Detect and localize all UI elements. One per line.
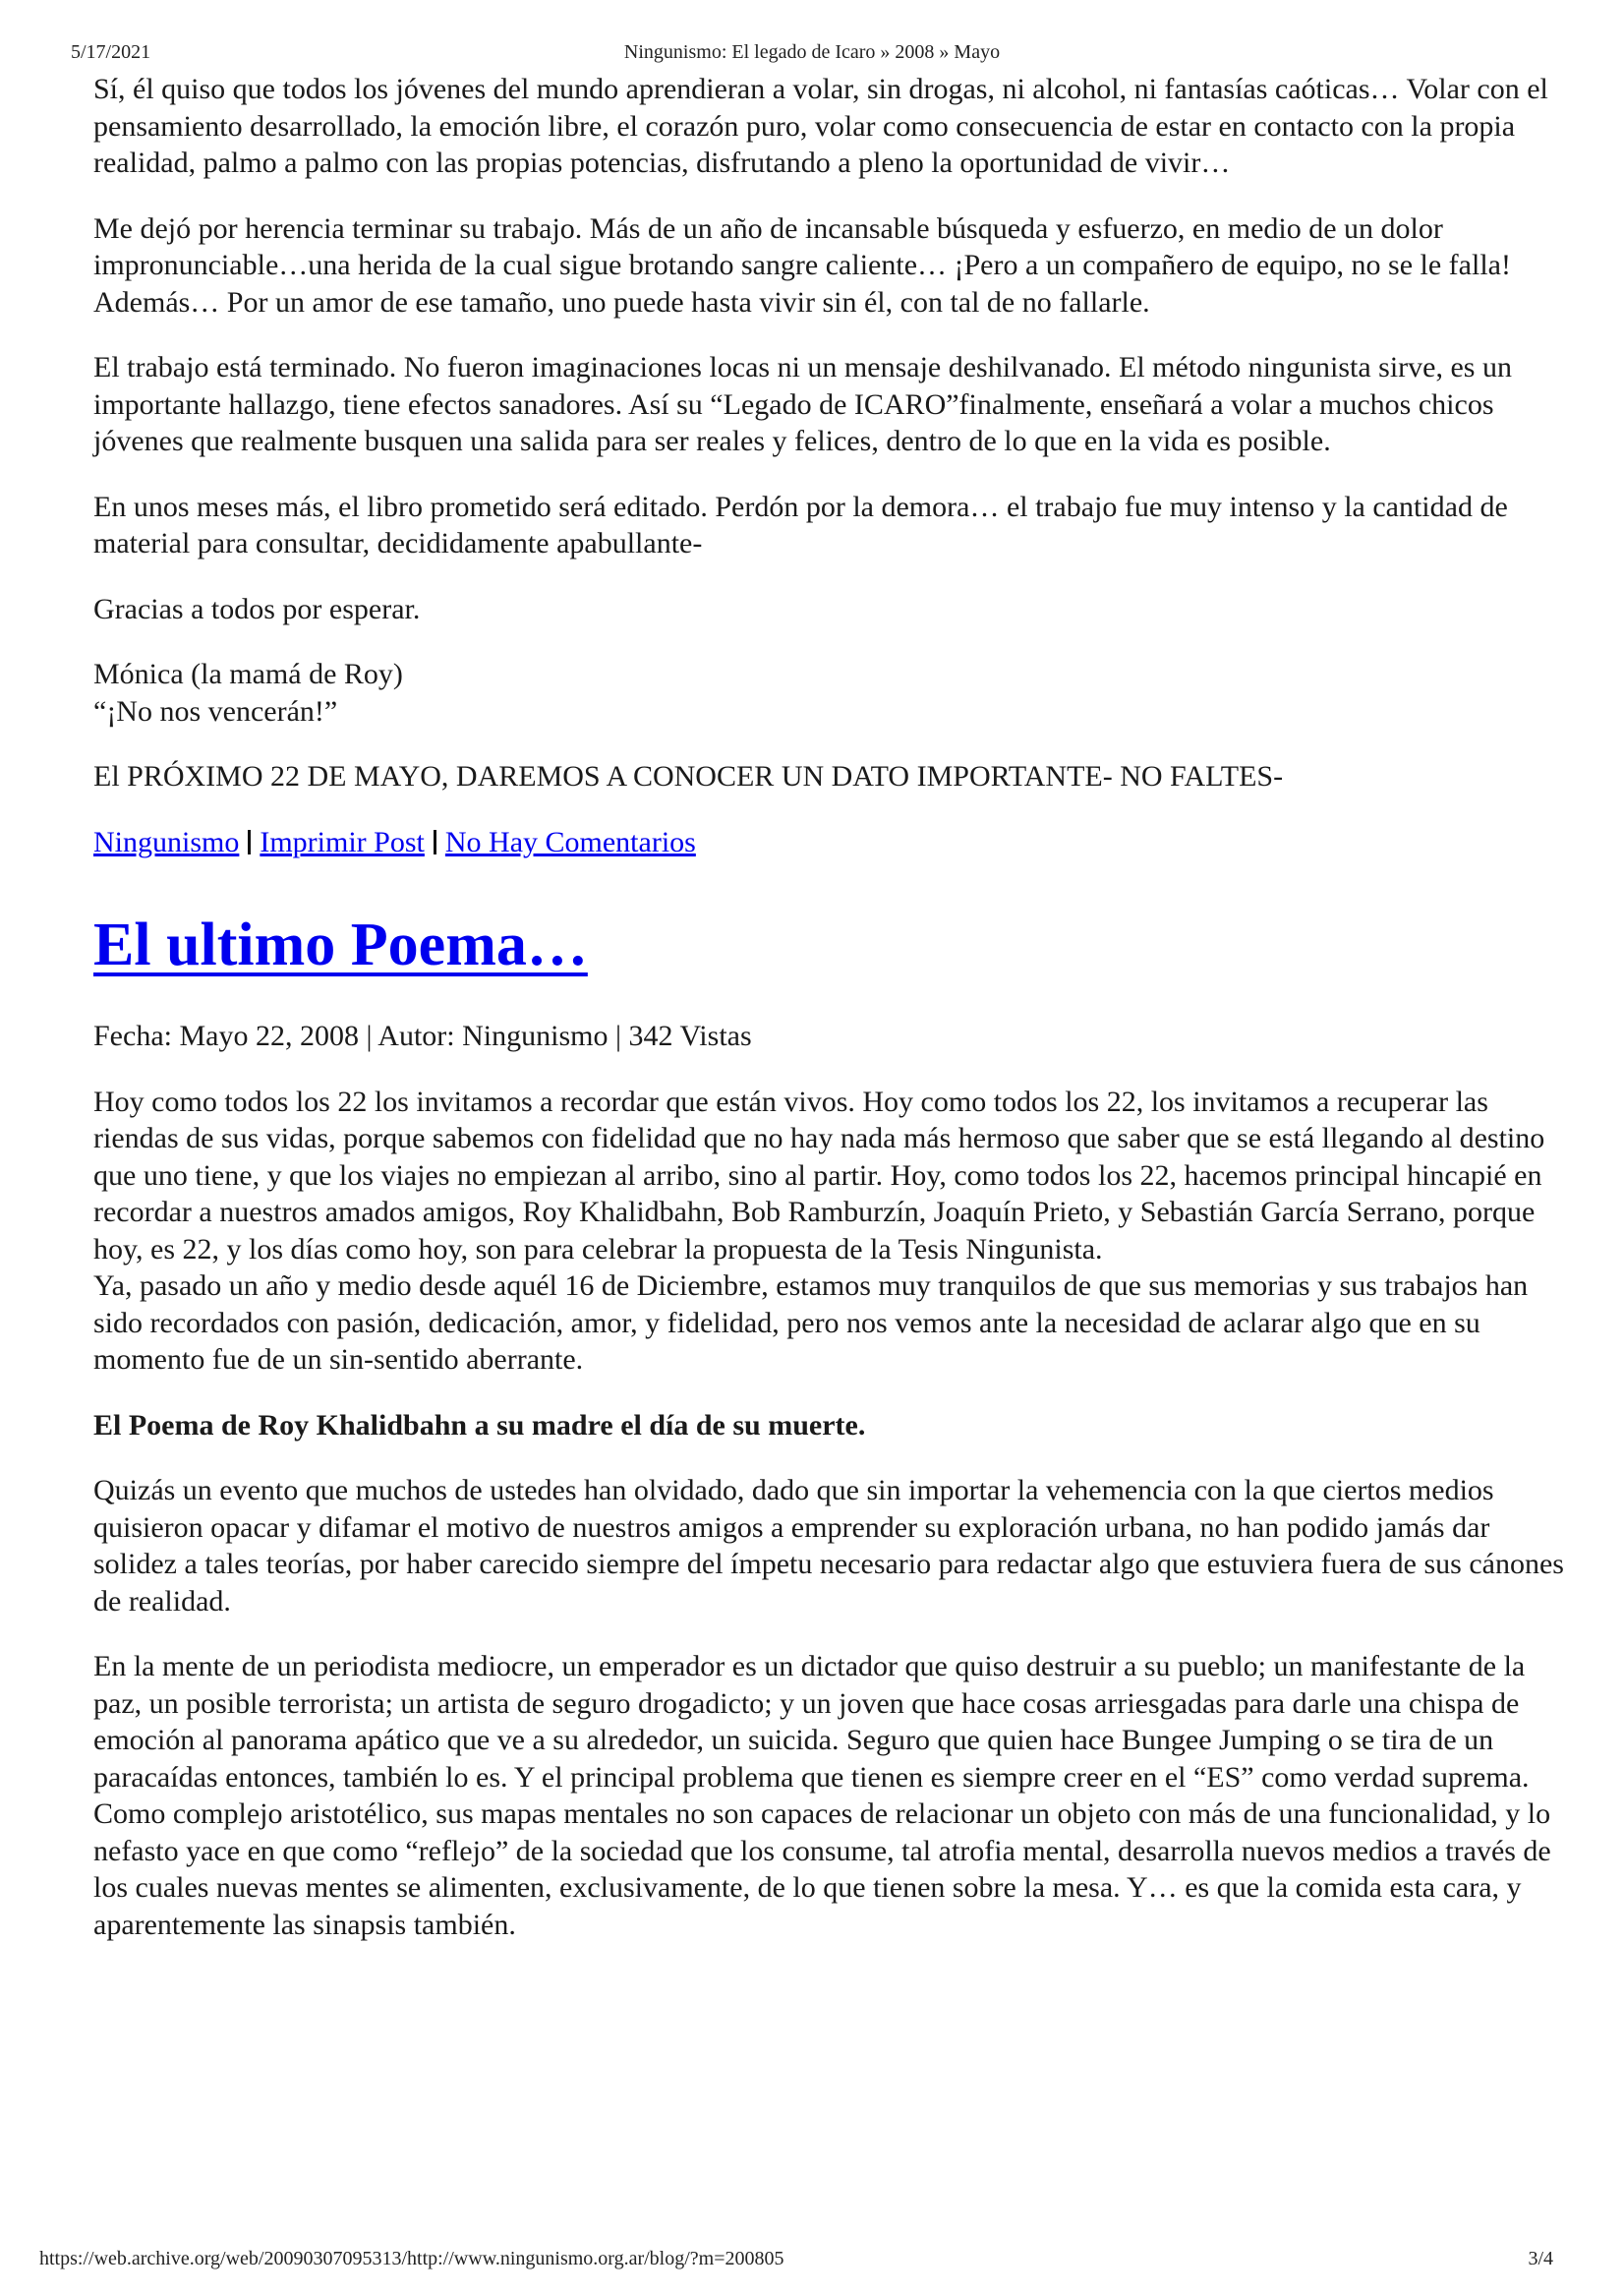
separator	[248, 830, 251, 854]
comments-link[interactable]: No Hay Comentarios	[444, 825, 696, 858]
post-title	[93, 908, 1568, 982]
post-paragraph: Quizás un evento que muchos de ustedes han olvidado, dado que sin importar la vehemencia con la que ciertos medios quisieron opacar y difamar el motivo de nuestros amigos a emprender su exploración urbana, no han podido jamás dar solidez a tales teorías, por haber carecido siempre del ímpetu necesario para redactar algo que estuviera fuera de sus cánones de realidad.	[93, 1474, 1564, 1618]
previous-post-tail	[93, 71, 1568, 860]
post-paragraph: En unos meses más, el libro prometido será editado. Perdón por la demora… el trabajo fue muy intenso y la cantidad de material para consultar, decididamente apabullante-	[93, 490, 1508, 559]
signature: Mónica (la mamá de Roy)	[93, 658, 403, 690]
post-paragraph: En la mente de un periodista mediocre, un emperador es un dictador que quiso destruir a su pueblo; un manifestante de la paz, un posible terrorista; un artista de seguro drogadicto; y un joven que hace cosas arriesgadas para darle una chispa de emoción al panorama apático que ve a su alrededor, un suicida. Seguro que quien hace Bungee Jumping o se tira de un paracaídas entonces, también lo es. Y el principal problema que tienen es siempre creer en el “ES” como verdad suprema. Como complejo aristotélico, sus mapas mentales no son capaces de relacionar un objeto con más de una funcionalidad, y lo nefasto yace en que como “reflejo” de la sociedad que los consume, tal atrofia mental, desarrolla nuevos medios a través de los cuales nuevas mentes se alimenten, exclusivamente, de lo que tienen sobre la mesa. Y… es que la comida esta cara, y aparentemente las sinapsis también.	[93, 1650, 1551, 1941]
print-url: https://web.archive.org/web/20090307095313/http://www.ningunismo.org.ar/blog/?m=200805	[39, 2248, 784, 2269]
blog-content	[93, 71, 1568, 1972]
post-subheading: El Poema de Roy Khalidbahn a su madre el día de su muerte.	[93, 1408, 866, 1442]
motto: “¡No nos vencerán!”	[93, 694, 338, 728]
print-footer	[39, 2246, 1553, 2271]
signature-block	[93, 656, 1568, 730]
post-meta: Fecha: Mayo 22, 2008 | Autor: Ningunismo | 342 Vistas	[93, 1020, 752, 1052]
separator	[434, 830, 436, 854]
post-title-link[interactable]: El ultimo Poema…	[93, 912, 588, 978]
post-paragraph: Me dejó por herencia terminar su trabajo. Más de un año de incansable búsqueda y esfuerzo, en medio de un dolor impronunciable…una herida de la cual sigue brotando sangre caliente… ¡Pero a un compañero de equipo, no se le falla! Además… Por un amor de ese tamaño, uno puede hasta vivir sin él, con tal de no fallarle.	[93, 211, 1511, 319]
print-date: 5/17/2021	[71, 41, 151, 63]
post-paragraph: Sí, él quiso que todos los jóvenes del mundo aprendieran a volar, sin drogas, ni alcohol, ni fantasías caóticas… Volar con el pensamiento desarrollado, la emoción libre, el corazón puro, volar como consecuencia de estar en contacto con la propia realidad, palmo a palmo con las propias potencias, disfrutando a pleno la oportunidad de vivir…	[93, 73, 1548, 179]
post-paragraph: Hoy como todos los 22 los invitamos a recordar que están vivos. Hoy como todos los 22, los invitamos a recuperar las riendas de sus vidas, porque sabemos con fidelidad que no hay nada más hermoso que saber que se está llegando al destino que uno tiene, y que los viajes no empiezan al arribo, sino al partir. Hoy, como todos los 22, hacemos principal hincapié en recordar a nuestros amados amigos, Roy Khalidbahn, Bob Ramburzín, Joaquín Prieto, y Sebastián García Serrano, porque hoy, es 22, y los días como hoy, son para celebrar la propuesta de la Tesis Ningunista.	[93, 1085, 1545, 1266]
post-paragraph: Gracias a todos por esperar.	[93, 592, 421, 625]
post-links	[93, 824, 1568, 861]
post-article	[93, 908, 1568, 1943]
print-header	[71, 39, 1553, 65]
category-link[interactable]: Ningunismo	[93, 825, 240, 858]
announcement: El PRÓXIMO 22 DE MAYO, DAREMOS A CONOCER UN DATO IMPORTANTE- NO FALTES-	[93, 760, 1284, 793]
post-paragraph: El trabajo está terminado. No fueron imaginaciones locas ni un mensaje deshilvanado. El método ningunista sirve, es un importante hallazgo, tiene efectos sanadores. Así su “Legado de ICARO”finalmente, enseñará a volar a muchos chicos jóvenes que realmente busquen una salida para ser reales y felices, dentro de lo que en la vida es posible.	[93, 351, 1512, 457]
page-number: 3/4	[1528, 2248, 1553, 2269]
print-page-title: Ningunismo: El legado de Icaro » 2008 » Mayo	[623, 41, 1001, 63]
post-paragraph: Ya, pasado un año y medio desde aquél 16 de Diciembre, estamos muy tranquilos de que sus memorias y sus trabajos han sido recordados con pasión, dedicación, amor, y fidelidad, pero nos vemos ante la necesidad de aclarar algo que en su momento fue de un sin-sentido aberrante.	[93, 1269, 1529, 1376]
print-post-link[interactable]: Imprimir Post	[260, 825, 425, 858]
